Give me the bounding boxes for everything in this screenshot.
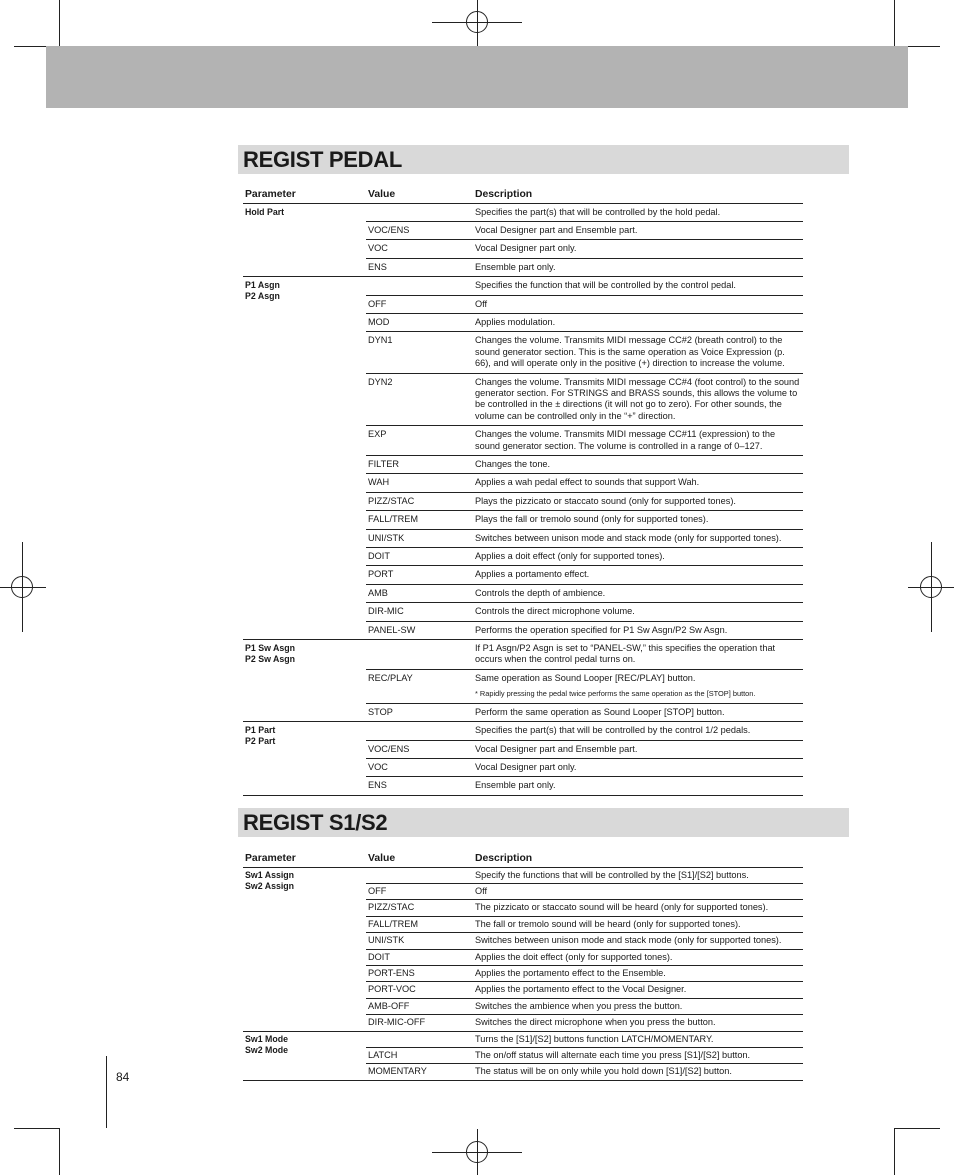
description-cell [473, 965, 803, 981]
description-cell [473, 1047, 803, 1063]
description-text: Applies a wah pedal effect to sounds that support Wah. [475, 477, 700, 488]
value-cell: REC/PLAY [366, 669, 473, 703]
footnote: * Rapidly pressing the pedal twice performs the same operation as the [STOP] button. [475, 689, 756, 699]
description-cell [473, 722, 803, 740]
description-cell [473, 548, 803, 566]
description-text: Applies the doit effect (only for supported tones). [475, 951, 673, 962]
value-cell: EXP [366, 426, 473, 456]
description-cell [473, 867, 803, 883]
crop-mark [894, 1129, 895, 1175]
table-row [243, 203, 803, 221]
description-text: Vocal Designer part only. [475, 243, 577, 254]
description-text: The pizzicato or staccato sound will be heard (only for supported tones). [475, 902, 769, 913]
description-text: Specify the functions that will be controlled by the [S1]/[S2] buttons. [475, 869, 749, 880]
registration-mark [477, 1129, 478, 1175]
description-cell [473, 933, 803, 949]
header-value: Value [366, 850, 473, 867]
description-text: Specifies the part(s) that will be controlled by the hold pedal. [475, 206, 721, 217]
registration-mark [931, 542, 932, 632]
description-text: Plays the pizzicato or staccato sound (only for supported tones). [475, 495, 736, 506]
value-cell [366, 640, 473, 670]
description-text: Vocal Designer part and Ensemble part. [475, 743, 638, 754]
value-cell: OFF [366, 295, 473, 313]
description-cell [473, 426, 803, 456]
table-header-row [243, 850, 803, 867]
regist-pedal-table [243, 186, 803, 796]
value-cell: UNI/STK [366, 933, 473, 949]
registration-mark [22, 542, 23, 632]
description-cell [473, 669, 803, 703]
description-cell [473, 313, 803, 331]
description-cell [473, 373, 803, 426]
description-text: Applies the portamento effect to the Vocal Designer. [475, 984, 687, 995]
page-margin-line [106, 1056, 107, 1128]
value-cell: DOIT [366, 548, 473, 566]
header-description: Description [473, 186, 803, 203]
table-body [243, 867, 803, 1080]
description-text: The status will be on only while you hold down [S1]/[S2] button. [475, 1066, 732, 1077]
description-text: The fall or tremolo sound will be heard (only for supported tones). [475, 918, 741, 929]
description-text: Controls the direct microphone volume. [475, 606, 635, 617]
value-cell: ENS [366, 777, 473, 795]
description-cell [473, 474, 803, 492]
value-cell: STOP [366, 703, 473, 721]
description-text: Switches between unison mode and stack mode (only for supported tones). [475, 935, 782, 946]
value-cell: PIZZ/STAC [366, 492, 473, 510]
value-cell [366, 1031, 473, 1047]
description-text: Applies the portamento effect to the Ensemble. [475, 967, 666, 978]
description-text: Ensemble part only. [475, 261, 556, 272]
description-text: Switches the direct microphone when you press the button. [475, 1017, 716, 1028]
parameter-cell: Sw1 Mode Sw2 Mode [243, 1031, 366, 1080]
table-body [243, 203, 803, 795]
description-cell [473, 240, 803, 258]
description-text: Vocal Designer part only. [475, 761, 577, 772]
table-row [243, 1031, 803, 1047]
description-cell [473, 998, 803, 1014]
value-cell: PORT-VOC [366, 982, 473, 998]
table-row [243, 722, 803, 740]
value-cell [366, 867, 473, 883]
description-cell [473, 221, 803, 239]
description-text: Vocal Designer part and Ensemble part. [475, 224, 638, 235]
value-cell: VOC [366, 758, 473, 776]
description-text: The on/off status will alternate each time you press [S1]/[S2] button. [475, 1049, 751, 1060]
value-cell: OFF [366, 883, 473, 899]
description-cell [473, 584, 803, 602]
description-cell [473, 740, 803, 758]
registration-mark [477, 0, 478, 46]
description-text: Controls the depth of ambience. [475, 587, 606, 598]
description-cell [473, 621, 803, 639]
value-cell: DOIT [366, 949, 473, 965]
description-text: Applies a portamento effect. [475, 569, 590, 580]
page-number: 84 [116, 1070, 130, 1084]
value-cell: AMB-OFF [366, 998, 473, 1014]
section-title-regist-s1s2: REGIST S1/S2 [238, 808, 849, 837]
section-title-regist-pedal: REGIST PEDAL [238, 145, 849, 174]
table-row [243, 277, 803, 295]
value-cell: LATCH [366, 1047, 473, 1063]
value-cell: MOD [366, 313, 473, 331]
description-cell [473, 640, 803, 670]
header-description: Description [473, 850, 803, 867]
description-text: Changes the tone. [475, 459, 551, 469]
description-text: Changes the volume. Transmits MIDI message CC#4 (foot control) to the sound generator section. For STRINGS and BRASS sounds, this allows the volume to be controlled in the ± directions (it will not go to zero). For other sounds, the volume can be controlled only in the “+” direction. [475, 376, 800, 421]
parameter-cell: P1 Sw Asgn P2 Sw Asgn [243, 640, 366, 722]
table-row [243, 640, 803, 670]
description-text: Same operation as Sound Looper [REC/PLAY] button. [475, 672, 696, 683]
description-text: Off [475, 298, 488, 309]
value-cell: PIZZ/STAC [366, 900, 473, 916]
description-cell [473, 603, 803, 621]
description-text: Specifies the function that will be controlled by the control pedal. [475, 280, 736, 291]
crop-mark [894, 1128, 940, 1129]
crop-mark [894, 0, 895, 46]
description-cell [473, 1064, 803, 1080]
value-cell: VOC/ENS [366, 740, 473, 758]
value-cell: WAH [366, 474, 473, 492]
parameter-cell: P1 Asgn P2 Asgn [243, 277, 366, 640]
description-text: Ensemble part only. [475, 780, 556, 791]
description-text: Turns the [S1]/[S2] buttons function LATCH/MOMENTARY. [475, 1033, 714, 1044]
description-cell [473, 916, 803, 932]
description-cell [473, 777, 803, 795]
value-cell: DIR-MIC [366, 603, 473, 621]
description-cell [473, 258, 803, 276]
description-text: Specifies the part(s) that will be controlled by the control 1/2 pedals. [475, 725, 751, 736]
registration-mark [0, 587, 46, 588]
crop-mark [59, 0, 60, 46]
description-text: Changes the volume. Transmits MIDI message CC#11 (expression) to the sound generator section. The volume is controlled in a range of 0–127. [475, 429, 776, 451]
description-cell [473, 883, 803, 899]
value-cell: MOMENTARY [366, 1064, 473, 1080]
header-value: Value [366, 186, 473, 203]
description-text: Switches the ambience when you press the button. [475, 1000, 683, 1011]
description-cell [473, 758, 803, 776]
description-text: Switches between unison mode and stack mode (only for supported tones). [475, 532, 782, 543]
value-cell: FILTER [366, 456, 473, 474]
description-text: Applies modulation. [475, 316, 556, 327]
description-cell [473, 949, 803, 965]
description-cell [473, 566, 803, 584]
description-cell [473, 332, 803, 373]
description-cell [473, 295, 803, 313]
header-parameter: Parameter [243, 186, 366, 203]
description-cell [473, 456, 803, 474]
description-cell [473, 203, 803, 221]
description-text: Perform the same operation as Sound Looper [STOP] button. [475, 706, 725, 717]
description-cell [473, 492, 803, 510]
header-parameter: Parameter [243, 850, 366, 867]
description-text: Off [475, 885, 488, 896]
description-text: Performs the operation specified for P1 Sw Asgn/P2 Sw Asgn. [475, 624, 728, 635]
value-cell: AMB [366, 584, 473, 602]
description-cell [473, 511, 803, 529]
parameter-cell: Hold Part [243, 203, 366, 277]
description-cell [473, 277, 803, 295]
value-cell: FALL/TREM [366, 511, 473, 529]
description-cell [473, 1015, 803, 1031]
regist-s1s2-table [243, 850, 803, 1081]
description-text: Plays the fall or tremolo sound (only for supported tones). [475, 514, 709, 525]
description-cell [473, 900, 803, 916]
value-cell: PORT-ENS [366, 965, 473, 981]
value-cell: ENS [366, 258, 473, 276]
parameter-cell: P1 Part P2 Part [243, 722, 366, 796]
table-header-row [243, 186, 803, 203]
header-band [46, 46, 908, 108]
description-cell [473, 982, 803, 998]
value-cell: DYN1 [366, 332, 473, 373]
description-text: Applies a doit effect (only for supported tones). [475, 551, 665, 562]
value-cell: PANEL-SW [366, 621, 473, 639]
description-cell [473, 703, 803, 721]
value-cell [366, 722, 473, 740]
table-row [243, 867, 803, 883]
value-cell: FALL/TREM [366, 916, 473, 932]
description-cell [473, 529, 803, 547]
value-cell: PORT [366, 566, 473, 584]
value-cell: VOC [366, 240, 473, 258]
description-text: Changes the volume. Transmits MIDI message CC#2 (breath control) to the sound generator section. This is the same operation as Voice Expression (p. 66), and will operate only in the positive (+) direction to increase the volume. [475, 335, 785, 369]
value-cell [366, 277, 473, 295]
description-text: If P1 Asgn/P2 Asgn is set to “PANEL-SW,” this specifies the operation that occurs when the control pedal turns on. [475, 643, 776, 665]
parameter-cell: Sw1 Assign Sw2 Assign [243, 867, 366, 1031]
description-cell [473, 1031, 803, 1047]
value-cell: DYN2 [366, 373, 473, 426]
value-cell: DIR-MIC-OFF [366, 1015, 473, 1031]
crop-mark [14, 1128, 60, 1129]
crop-mark [59, 1129, 60, 1175]
value-cell: VOC/ENS [366, 221, 473, 239]
value-cell: UNI/STK [366, 529, 473, 547]
value-cell [366, 203, 473, 221]
